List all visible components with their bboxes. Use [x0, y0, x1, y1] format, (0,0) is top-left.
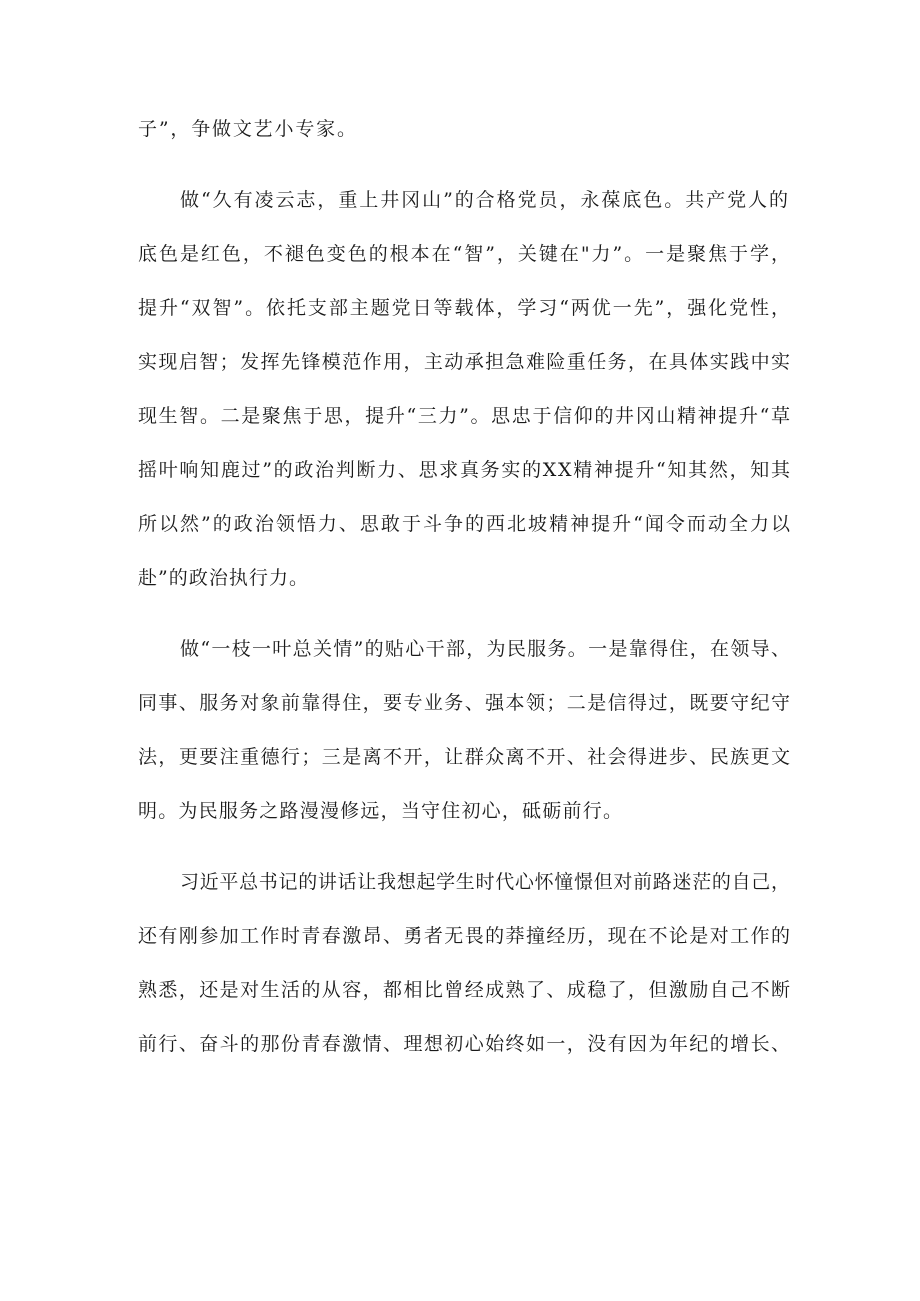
- text-line-content: 明。为民服务之路漫漫修远，当守住初心，砥砺前行。: [138, 800, 624, 822]
- text-line: [0, 916, 920, 956]
- text-line: [0, 791, 920, 831]
- text-line-content: 提升“双智”。依托支部主题党日等载体，学习“两优一先”，强化党性，: [138, 297, 792, 319]
- text-line-content: 前行、奋斗的那份青春激情、理想初心始终如一，没有因为年纪的增长、: [138, 1033, 792, 1055]
- text-line-content: 赴”的政治执行力。: [138, 567, 310, 589]
- text-line-content: 法，更要注重德行；三是离不开，让群众离不开、社会得进步、民族更文: [138, 746, 792, 768]
- text-line-content: 还有刚参加工作时青春激昂、勇者无畏的莽撞经历，现在不论是对工作的: [138, 925, 792, 947]
- text-line: [0, 504, 920, 544]
- text-line-content: 习近平总书记的讲话让我想起学生时代心怀憧憬但对前路迷茫的自己，: [180, 871, 791, 893]
- text-line: [0, 234, 920, 274]
- text-line: [0, 683, 920, 723]
- text-line-content: 熟悉，还是对生活的从容，都相比曾经成熟了、成稳了，但激励自己不断: [138, 979, 792, 1001]
- text-line-content: 实现启智；发挥先锋模范作用，主动承担急难险重任务，在具体实践中实: [138, 351, 792, 373]
- text-line-content: 同事、服务对象前靠得住，要专业务、强本领；二是信得过，既要守纪守: [138, 692, 792, 714]
- text-line: [0, 288, 920, 328]
- text-line: [0, 396, 920, 436]
- text-line-content: 所以然”的政治领悟力、思敢于斗争的西北坡精神提升“闻令而动全力以: [138, 513, 793, 535]
- text-line: [0, 558, 920, 598]
- text-line-content: 做“一枝一叶总关情”的贴心干部，为民服务。一是靠得住，在领导、: [180, 638, 792, 660]
- text-line: [0, 629, 920, 669]
- text-line-content: 底色是红色，不褪色变色的根本在“智”，关键在"力”。一是聚焦于学，: [138, 243, 792, 265]
- text-line-content: 摇叶响知鹿过”的政治判断力、思求真务实的XX精神提升“知其然，知其: [138, 459, 792, 481]
- text-line-content: 做“久有凌云志，重上井冈山”的合格党员，永葆底色。共产党人的: [180, 189, 790, 211]
- text-line-content: 子”，争做文艺小专家。: [138, 118, 358, 140]
- text-line: [0, 737, 920, 777]
- text-line-content: 现生智。二是聚焦于思，提升“三力”。思忠于信仰的井冈山精神提升“草: [138, 405, 792, 427]
- text-line: [0, 180, 920, 220]
- text-line: [0, 862, 920, 902]
- text-line: [0, 970, 920, 1010]
- text-line: [0, 1024, 920, 1064]
- text-line: [0, 109, 920, 149]
- text-line: [0, 342, 920, 382]
- text-line: [0, 450, 920, 490]
